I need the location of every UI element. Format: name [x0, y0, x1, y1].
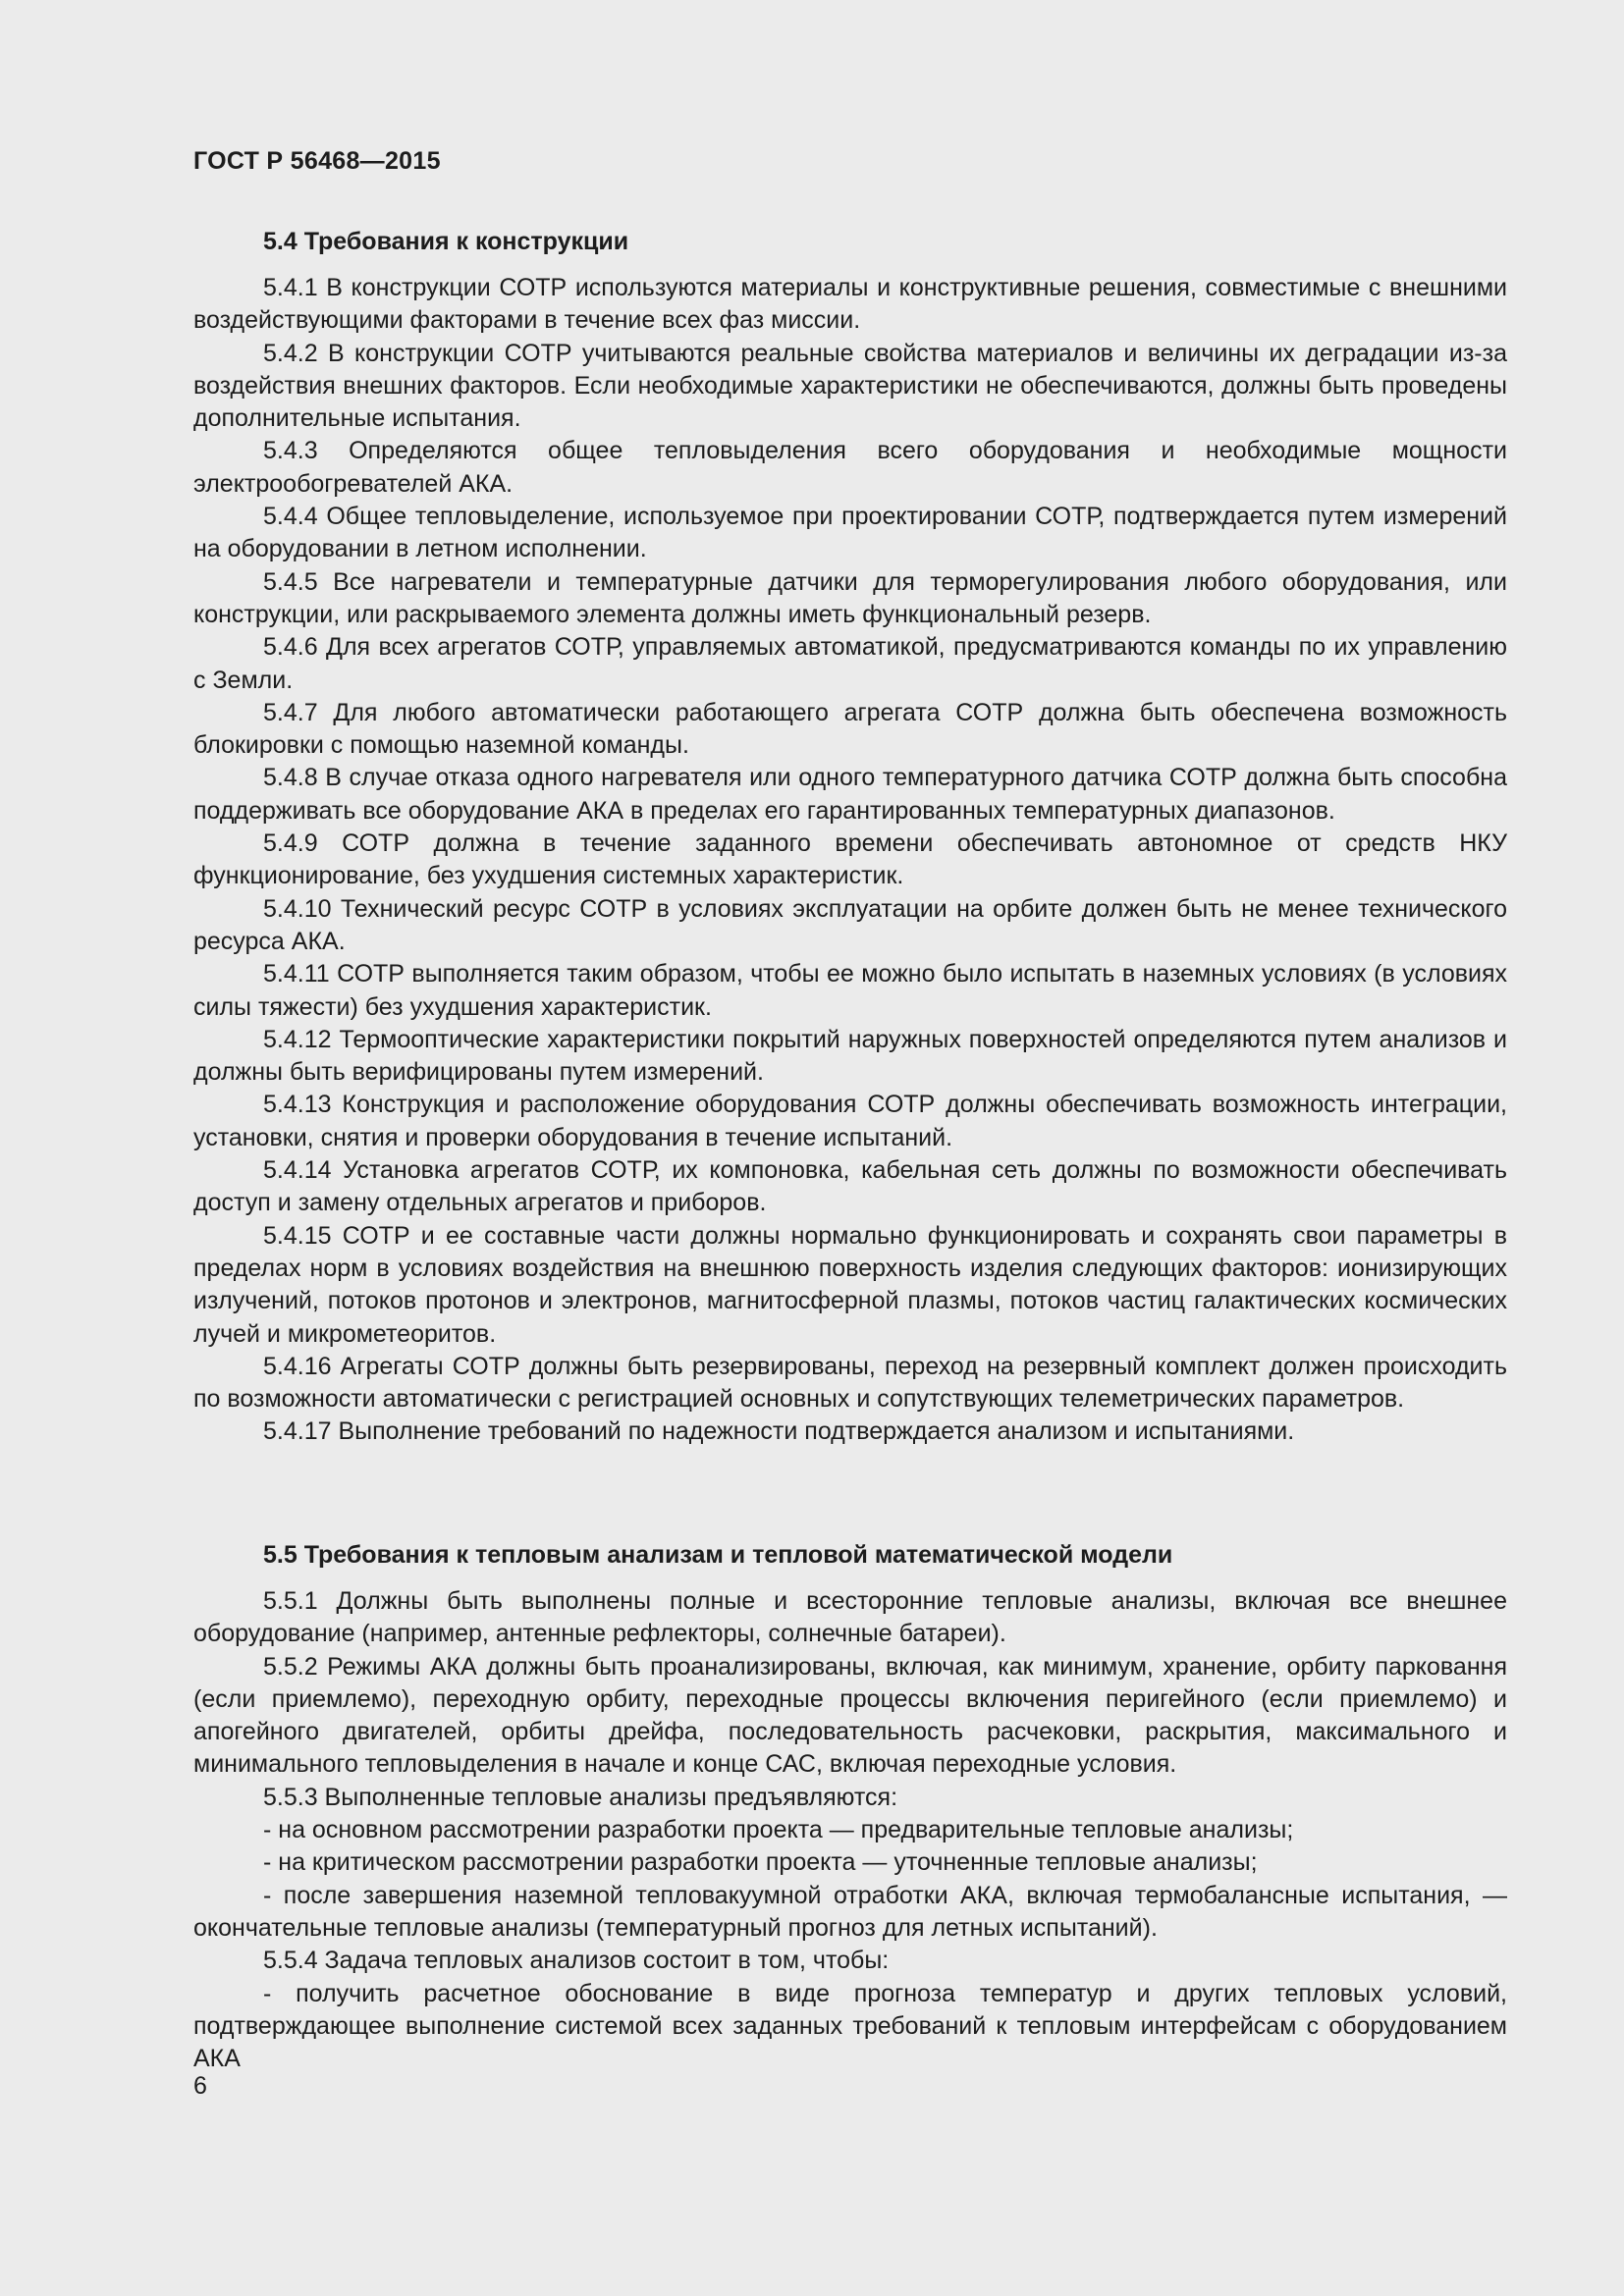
paragraph-5-4-6: 5.4.6 Для всех агрегатов СОТР, управляемых автоматикой, предусматриваются команды по их управлению с Земли. — [193, 633, 1507, 694]
paragraph-5-5-4: 5.5.4 Задача тепловых анализов состоит в том, чтобы: — [263, 1947, 890, 1975]
paragraph-5-4-1: 5.4.1 В конструкции СОТР используются материалы и конструктивные решения, совместимые с внешними воздействующими факторами в течение всех фаз миссии. — [193, 274, 1507, 335]
section-5-5 — [193, 1539, 1507, 2075]
paragraph-5-4-5: 5.4.5 Все нагреватели и температурные датчики для терморегулирования любого оборудования, или конструкции, или раскрываемого элемента должны иметь функциональный резерв. — [193, 567, 1507, 628]
paragraph-5-4-17: 5.4.17 Выполнение требований по надежности подтверждается анализом и испытаниями. — [263, 1417, 1295, 1446]
paragraph-5-4-2: 5.4.2 В конструкции СОТР учитываются реальные свойства материалов и величины их деградации из-за воздействия внешних факторов. Если необходимые характеристики не обеспечиваются, должны быть проведены дополнительные испытания. — [193, 339, 1507, 433]
paragraph-5-4-4: 5.4.4 Общее тепловыделение, используемое при проектировании СОТР, подтверждается путем измерений на оборудовании в летном исполнении. — [193, 503, 1507, 563]
paragraph-5-5-3: 5.5.3 Выполненные тепловые анализы предъявляются: — [263, 1783, 898, 1811]
section-title: 5.5 Требования к тепловым анализам и тепловой математической модели — [263, 1541, 1173, 1569]
paragraph-5-5-2: 5.5.2 Режимы АКА должны быть проанализированы, включая, как минимум, хранение, орбиту парковання (если приемлемо), переходную орбиту, переходные процессы включения перигейного (если приемлемо) и апогейного двигателей, орбиты дрейфа, последовательность расчековки, раскрытия, максимального и минимального тепловыделения в начале и конце САС, включая переходные условия. — [193, 1652, 1507, 1779]
paragraph-5-4-10: 5.4.10 Технический ресурс СОТР в условиях эксплуатации на орбите должен быть не менее технического ресурса АКА. — [193, 894, 1507, 955]
paragraph-5-5-1: 5.5.1 Должны быть выполнены полные и всесторонние тепловые анализы, включая все внешнее оборудование (например, антенные рефлекторы, солнечные батареи). — [193, 1587, 1507, 1648]
paragraph-5-4-3: 5.4.3 Определяются общее тепловыделения всего оборудования и необходимые мощности электрообогревателей АКА. — [193, 437, 1507, 498]
list-item: - на основном рассмотрении разработки проекта — предварительные тепловые анализы; — [263, 1816, 1294, 1844]
paragraph-5-4-14: 5.4.14 Установка агрегатов СОТР, их компоновка, кабельная сеть должны по возможности обеспечивать доступ и замену отдельных агрегатов и приборов. — [193, 1156, 1507, 1217]
section-title: 5.4 Требования к конструкции — [263, 228, 629, 255]
section-5-4 — [193, 226, 1507, 1449]
paragraph-5-4-15: 5.4.15 СОТР и ее составные части должны нормально функционировать и сохранять свои параметры в пределах норм в условиях воздействия на внешнюю поверхность изделия следующих факторов: ионизирующих излучений, потоков протонов и электронов, магнитосферной плазмы, потоков частиц галактических космических лучей и микрометеоритов. — [193, 1221, 1507, 1348]
list-item: - на критическом рассмотрении разработки проекта — уточненные тепловые анализы; — [263, 1848, 1258, 1877]
page-number: 6 — [193, 2072, 207, 2100]
paragraph-5-4-12: 5.4.12 Термооптические характеристики покрытий наружных поверхностей определяются путем анализов и должны быть верифицированы путем измерений. — [193, 1025, 1507, 1087]
document-id-header: ГОСТ Р 56468—2015 — [193, 147, 441, 175]
paragraph-5-4-7: 5.4.7 Для любого автоматически работающего агрегата СОТР должна быть обеспечена возможность блокировки с помощью наземной команды. — [193, 698, 1507, 760]
paragraph-5-4-8: 5.4.8 В случае отказа одного нагревателя или одного температурного датчика СОТР должна быть способна поддерживать все оборудование АКА в пределах его гарантированных температурных диапазонов. — [193, 764, 1507, 825]
paragraph-5-4-9: 5.4.9 СОТР должна в течение заданного времени обеспечивать автономное от средств НКУ функционирование, без ухудшения системных характеристик. — [193, 829, 1507, 890]
list-item: - получить расчетное обоснование в виде прогноза температур и других тепловых условий, подтверждающее выполнение системой всех заданных требований к тепловым интерфейсам с оборудованием АКА — [193, 1979, 1507, 2073]
list-item: - после завершения наземной тепловакуумной отработки АКА, включая термобалансные испытания, — окончательные тепловые анализы (температурный прогноз для летных испытаний). — [193, 1881, 1507, 1942]
paragraph-5-4-13: 5.4.13 Конструкция и расположение оборудования СОТР должны обеспечивать возможность интеграции, установки, снятия и проверки оборудования в течение испытаний. — [193, 1091, 1507, 1151]
paragraph-5-4-16: 5.4.16 Агрегаты СОТР должны быть резервированы, переход на резервный комплект должен происходить по возможности автоматически с регистрацией основных и сопутствующих телеметрических параметров. — [193, 1352, 1507, 1414]
paragraph-5-4-11: 5.4.11 СОТР выполняется таким образом, чтобы ее можно было испытать в наземных условиях (в условиях силы тяжести) без ухудшения характеристик. — [193, 960, 1507, 1021]
